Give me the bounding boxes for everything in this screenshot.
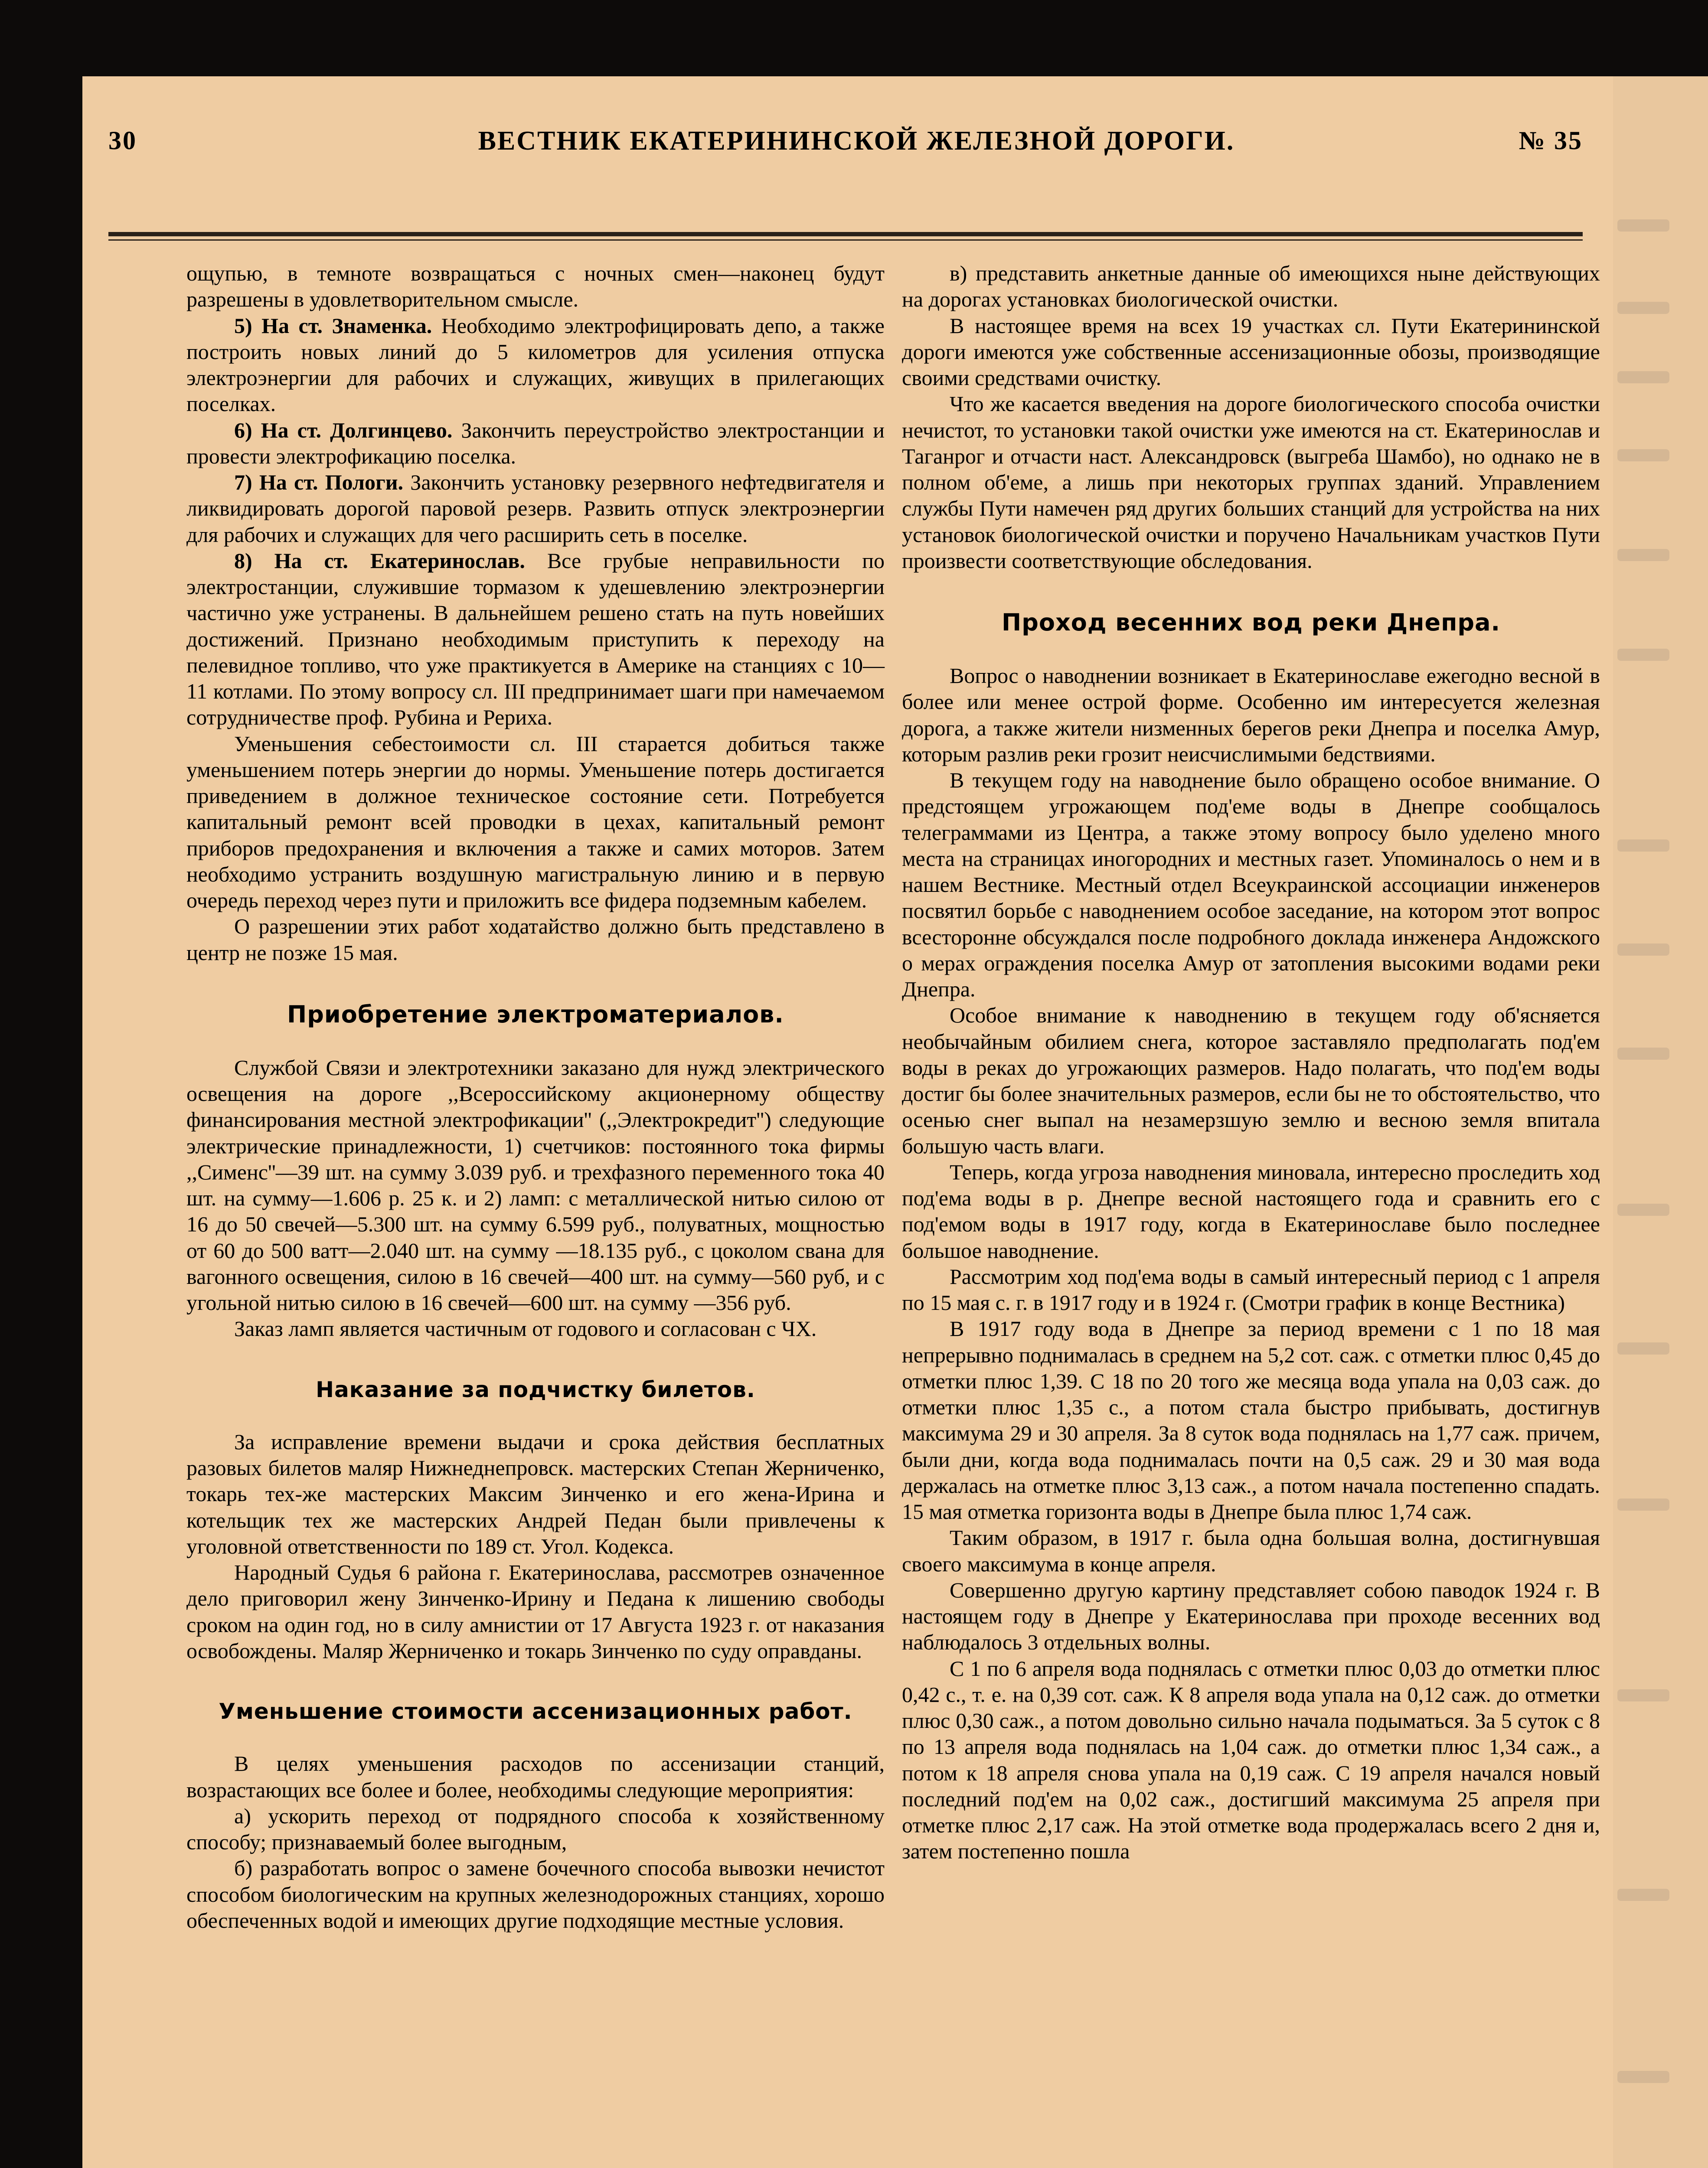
paragraph: Таким образом, в 1917 г. была одна большая волна, достигнувшая своего максимума в конце апреля.: [902, 1525, 1600, 1576]
header-rule: [108, 232, 1583, 236]
paragraph-text: Закончить переустройство электростанции и провести электрофикацию поселка.: [186, 418, 885, 468]
paragraph: ощупью, в темноте возвращаться с ночных смен—наконец будут разрешены в удовлетворительном смысле.: [186, 261, 885, 312]
paragraph: Вопрос о наводнении возникает в Екатеринославе ежегодно весной в более или менее острой форме. Особенно им интересуется железная дорога, а также жители низменных берегов реки Днепра и поселка Амур, которым разлив реки грозит неисчислимыми бедствиями.: [902, 663, 1600, 766]
section-heading: Уменьшение стоимости ассенизационных работ.: [219, 1699, 852, 1724]
paragraph: Службой Связи и электротехники заказано для нужд электрического освещения на дороге ,,Всероссийскому акционерному обществу финансирования местной электрофикации'' (,,Электрокредит'') следующие электрические принадлежности, 1) счетчиков: постоянного тока фирмы ,,Сименс''—39 шт. на сумму 3.039 руб. и трехфазного переменного тока 40 шт. на сумму—1.606 р. 25 к. и 2) ламп: с металлической нитью силою от 16 до 50 свечей—5.300 шт. на сумму 6.599 руб., полуватных, мощностью от 60 до 500 ватт—2.040 шт. на сумму —18.135 руб., с цоколом свана для вагонного освещения, силою в 16 свечей—400 шт. на сумму—560 руб, и с угольной нитью силою в 16 свечей—600 шт. на сумму —356 руб.: [186, 1055, 885, 1315]
station-label: 8) На ст. Екатеринослав.: [234, 548, 525, 573]
page-number: 30: [108, 126, 137, 155]
paragraph: В целях уменьшения расходов по ассенизации станций, возрастающих все более и более, необходимы следующие мероприятия:: [186, 1751, 885, 1802]
paragraph-text: Необходимо электрофицировать депо, а также построить новых линий до 5 километров для усиления отпуска электроэнергии для рабочих и служащих, живущих в прилегающих поселках.: [186, 313, 885, 416]
paragraph: В 1917 году вода в Днепре за период времени с 1 по 18 мая непрерывно поднималась в среднем на 5,2 сот. саж. с отметки плюс 0,45 до отметки плюс 1,39. С 18 по 20 того же месяца вода упала на 0,03 саж. до отметки плюс 1,35 с., а потом стала быстро прибывать, достигнув максимума 29 и 30 апреля. За 8 суток вода поднялась на 1,77 саж. причем, были дни, когда вода поднималась почти на 0,5 саж. 29 и 30 мая вода держалась на отметке плюс 3,13 саж., а потом начала постепенно спадать. 15 мая отметка горизонта воды в Днепре была плюс 1,74 саж.: [902, 1316, 1600, 1524]
paragraph: Уменьшения себестоимости сл. III старается добиться также уменьшением потерь энергии до нормы. Уменьшение потерь достигается приведением в должное техническое состояние сети. Потребуется капитальный ремонт всей проводки в цехах, капитальный ремонт приборов предохранения и включения а также и самих моторов. Затем необходимо устранить воздушную магистральную линию и в первую очередь переход через пути и приложить все фидера подземным кабелем.: [186, 731, 885, 912]
section-heading: Наказание за подчистку билетов.: [316, 1377, 755, 1402]
page-title: ВЕСТНИК ЕКАТЕРИНИНСКОЙ ЖЕЛЕЗНОЙ ДОРОГИ.: [478, 126, 1235, 156]
paragraph-text: Закончить установку резервного нефтедвигателя и ликвидировать дорогой паровой резерв. Развить отпуск электроэнергии для рабочих и служащих для чего расширить сеть в поселке.: [186, 470, 885, 547]
station-label: 7) На ст. Пологи.: [234, 470, 404, 494]
paragraph: а) ускорить переход от подрядного способа к хозяйственному способу; признаваемый более выгодным,: [186, 1803, 885, 1855]
paragraph: С 1 по 6 апреля вода поднялась с отметки плюс 0,03 до отметки плюс 0,42 с., т. е. на 0,39 сот. саж. К 8 апреля вода упала на 0,12 саж. до отметки плюс 0,30 саж., а потом довольно сильно начала подыматься. За 5 суток с 8 по 13 апреля вода поднялась на 1,04 саж. до отметки плюс 1,34 саж., а потом к 18 апреля снова упала на 0,19 саж. С 19 апреля начался новый последний под'ем на 0,02 саж., достигший максимума 25 апреля при отметке плюс 2,17 саж. На этой отметке вода продержалась всего 2 дня и, затем постепенно пошла: [902, 1656, 1600, 1864]
page-header: [108, 126, 1604, 156]
paragraph: [186, 548, 885, 731]
paragraph: [186, 313, 885, 417]
paragraph: Рассмотрим ход под'ема воды в самый интересный период с 1 апреля по 15 мая с. г. в 1917 году и в 1924 г. (Смотри график в конце Вестника): [902, 1264, 1600, 1315]
section-heading: Проход весенних вод реки Днепра.: [1002, 609, 1500, 636]
station-label: 5) На ст. Знаменка.: [234, 313, 432, 338]
header-rule-thin: [108, 239, 1583, 241]
paragraph: Что же касается введения на дороге биологического способа очистки нечистот, то установки такой очистки уже имеются на ст. Екатеринослав и Таганрог и отчасти наст. Александровск (выгреба Шамбо), но однако не в полном об'еме, а лишь при некоторых группах зданий. Управлением службы Пути намечен ряд других больших станций для устройства на них установок биологической очистки и поручено Начальникам участков Пути произвести соответствующие обследования.: [902, 392, 1600, 573]
paragraph: Особое внимание к наводнению в текущем году об'ясняется необычайным обилием снега, которое заставляло предполагать под'ем воды в реках до угрожающих размеров. Надо полагать, что под'ем воды достиг бы более значительных размеров, если бы не то обстоятельство, что осенью снег выпал на незамерзшую землю и весною земля впитала большую часть влаги.: [902, 1003, 1600, 1158]
issue-number: № 35: [1519, 126, 1583, 155]
paragraph-text: Все грубые неправильности по электростанции, служившие тормазом к удешевлению электроэнергии частично уже устранены. В дальнейшем решено стать на путь новейших достижений. Признано необходимым приступить к переходу на пелевидное топливо, что уже практикуется в Америке на станциях с 10—11 котлами. По этому вопросу сл. III предпринимает шаги при намечаемом сотрудничестве проф. Рубина и Рериха.: [186, 548, 885, 730]
paragraph: О разрешении этих работ ходатайство должно быть представлено в центр не позже 15 мая.: [186, 914, 885, 965]
station-label: 6) На ст. Долгинцево.: [234, 418, 453, 442]
paragraph: Заказ ламп является частичным от годового и согласован с ЧХ.: [234, 1316, 817, 1341]
section-heading: Приобретение электроматериалов.: [287, 1000, 784, 1028]
paragraph: б) разработать вопрос о замене бочечного способа вывозки нечистот способом биологическим на крупных железнодорожных станциях, хорошо обеспеченных водой и имеющих другие подходящие местные условия.: [186, 1856, 885, 1933]
paragraph: Совершенно другую картину представляет собою паводок 1924 г. В настоящем году в Днепре у Екатеринослава при проходе весенних вод наблюдалось 3 отдельных волны.: [902, 1577, 1600, 1655]
paragraph: [186, 469, 885, 548]
paragraph: В настоящее время на всех 19 участках сл. Пути Екатерининской дороги имеются уже собственные ассенизационные обозы, производящие своими средствами очистку.: [902, 313, 1600, 390]
paragraph: Теперь, когда угроза наводнения миновала, интересно проследить ход под'ема воды в р. Днепре весной настоящего года и сравнить его с под'емом воды в 1917 году, когда в Екатеринославе было последнее большое наводнение.: [902, 1159, 1600, 1263]
paragraph: Народный Судья 6 района г. Екатеринослава, рассмотрев означенное дело приговорил жену Зинченко-Ирину и Педана к лишению свободы сроком на один год, но в силу амнистии от 17 Августа 1923 г. от наказания освобождены. Маляр Жерниченко и токарь Зинченко по суду оправданы.: [186, 1560, 885, 1663]
left-column: [186, 260, 885, 2168]
right-column: [902, 260, 1600, 2168]
paragraph: в) представить анкетные данные об имеющихся ныне действующих на дорогах установках биологической очистки.: [902, 261, 1600, 312]
paragraph: В текущем году на наводнение было обращено особое внимание. О предстоящем угрожающем под'еме воды в Днепре сообщалось телеграммами из Центра, а также этому вопросу было уделено много места на страницах иногородних и местных газет. Упоминалось о нем и в нашем Вестнике. Местный отдел Всеукраинской ассоциации инженеров посвятил борьбе с наводнением особое заседание, на котором этот вопрос всесторонне обсуждался после подробного доклада инженера Андожского о мерах ограждения поселка Амур от затопления высокими водами реки Днепра.: [902, 768, 1600, 1002]
adjacent-page-edge: [1613, 76, 1708, 2168]
paragraph: [186, 417, 885, 470]
paragraph: За исправление времени выдачи и срока действия бесплатных разовых билетов маляр Нижнеднепровск. мастерских Степан Жерниченко, токарь тех-же мастерских Максим Зинченко и его жена-Ирина и котельщик тех же мастерских Андрей Педан были привлечены к уголовной ответственности по 189 ст. Угол. Кодекса.: [186, 1429, 885, 1558]
